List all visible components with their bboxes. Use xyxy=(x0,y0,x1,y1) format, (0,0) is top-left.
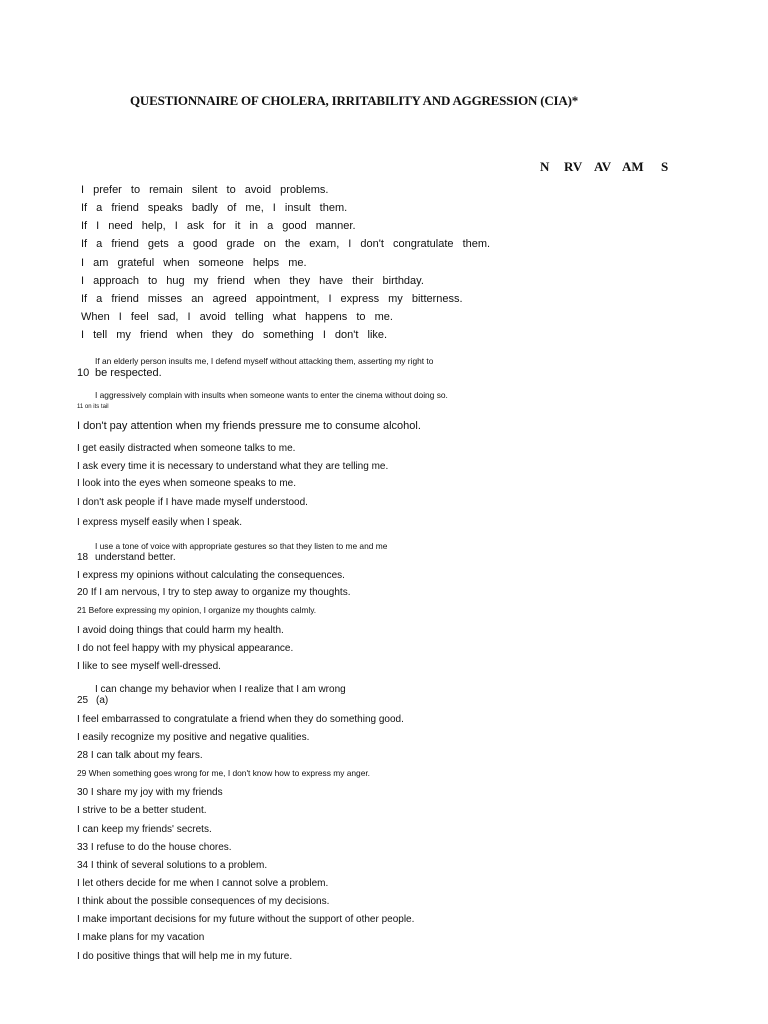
item-5: I am grateful when someone helps me. xyxy=(81,257,307,269)
item-26: I feel embarrassed to congratulate a friend when they do something good. xyxy=(77,714,404,725)
item-8: When I feel sad, I avoid telling what happens to me. xyxy=(81,311,393,323)
item-11-number: 11 on its tail xyxy=(77,404,109,410)
item-30: 30 I share my joy with my friends xyxy=(77,787,223,798)
item-21: 21 Before expressing my opinion, I organize my thoughts calmly. xyxy=(77,605,317,615)
item-29: 29 When something goes wrong for me, I don't know how to express my anger. xyxy=(77,768,371,778)
item-10-number: 10 xyxy=(77,367,90,379)
item-11-text: I aggressively complain with insults when someone wants to enter the cinema without doing so. xyxy=(95,390,448,400)
scale-rv: RV xyxy=(564,159,583,174)
item-9: I tell my friend when they do something I don't like. xyxy=(81,329,388,341)
item-4: If a friend gets a good grade on the exam, I don't congratulate them. xyxy=(81,238,491,250)
item-25-text: I can change my behavior when I realize that I am wrong xyxy=(95,684,346,695)
item-36: I think about the possible consequences of my decisions. xyxy=(77,896,330,907)
item-13: I get easily distracted when someone talks to me. xyxy=(77,443,296,454)
scale-am: AM xyxy=(622,159,644,174)
item-18-continuation: understand better. xyxy=(95,552,176,563)
item-14: I ask every time it is necessary to understand what they are telling me. xyxy=(77,461,389,472)
item-10-continuation: be respected. xyxy=(95,367,162,379)
item-6: I approach to hug my friend when they have their birthday. xyxy=(81,275,424,287)
item-19: I express my opinions without calculating the consequences. xyxy=(77,570,345,581)
item-28: 28 I can talk about my fears. xyxy=(77,750,203,761)
item-18-number: 18 xyxy=(77,552,89,563)
item-27: I easily recognize my positive and negative qualities. xyxy=(77,732,310,743)
item-25-continuation: (a) xyxy=(96,695,109,706)
item-38: I make plans for my vacation xyxy=(77,932,205,943)
item-3: If I need help, I ask for it in a good manner. xyxy=(81,220,356,232)
scale-s: S xyxy=(661,159,669,174)
item-25-number: 25 xyxy=(77,695,89,706)
item-33: 33 I refuse to do the house chores. xyxy=(77,842,232,853)
item-18-text: I use a tone of voice with appropriate gestures so that they listen to me and me xyxy=(95,541,388,551)
item-34: 34 I think of several solutions to a problem. xyxy=(77,860,268,871)
item-20: 20 If I am nervous, I try to step away to organize my thoughts. xyxy=(77,587,351,598)
item-15: I look into the eyes when someone speaks to me. xyxy=(77,478,297,489)
scale-av: AV xyxy=(594,159,612,174)
item-22: I avoid doing things that could harm my health. xyxy=(77,625,284,636)
item-10-text: If an elderly person insults me, I defend myself without attacking them, asserting my right to xyxy=(95,356,434,366)
item-17: I express myself easily when I speak. xyxy=(77,517,243,528)
item-39: I do positive things that will help me in my future. xyxy=(77,951,293,962)
item-37: I make important decisions for my future without the support of other people. xyxy=(77,914,415,925)
item-7: If a friend misses an agreed appointment, I express my bitterness. xyxy=(81,293,463,305)
item-1: I prefer to remain silent to avoid problems. xyxy=(81,184,329,196)
item-16: I don't ask people if I have made myself understood. xyxy=(77,497,308,508)
item-24: I like to see myself well-dressed. xyxy=(77,661,221,672)
item-35: I let others decide for me when I cannot solve a problem. xyxy=(77,878,329,889)
item-23: I do not feel happy with my physical appearance. xyxy=(77,643,294,654)
item-12: I don't pay attention when my friends pressure me to consume alcohol. xyxy=(77,420,421,432)
item-31: I strive to be a better student. xyxy=(77,805,207,816)
item-32: I can keep my friends' secrets. xyxy=(77,824,212,835)
scale-n: N xyxy=(540,159,550,174)
questionnaire-title: QUESTIONNAIRE OF CHOLERA, IRRITABILITY AND AGGRESSION (CIA)* xyxy=(130,93,579,108)
item-2: If a friend speaks badly of me, I insult them. xyxy=(81,202,348,214)
